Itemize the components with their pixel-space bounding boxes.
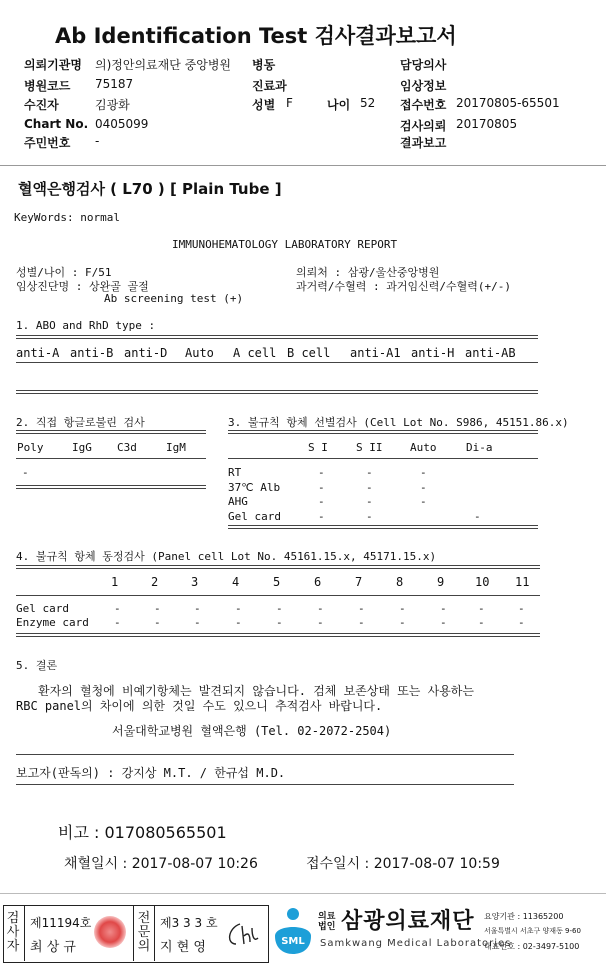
- sec1-header-cell: A cell: [233, 346, 277, 360]
- sec4-column-number: 10: [475, 575, 490, 589]
- sec4-column-number: 3: [191, 575, 199, 589]
- reporter-rule-bottom: [16, 784, 514, 785]
- conclusion-line-1: 환자의 혈청에 비예기항체는 발견되지 않습니다. 검체 보존상태 또는 사용하는: [38, 684, 474, 698]
- conclusion-line-2: RBC panel의 차이에 의한 것일 수도 있으니 추적검사 바랍니다.: [16, 699, 383, 713]
- clinical-info-label: 임상정보: [400, 79, 447, 93]
- sec4-row-value: -: [440, 602, 447, 615]
- sec1-header-cell: anti-H: [411, 346, 455, 360]
- sec1-rule-top: [16, 335, 538, 339]
- history-line: 과거력/수혈력 : 과거임신력/수혈력(+/-): [296, 280, 511, 293]
- sec4-row-value: -: [276, 602, 283, 615]
- receive-time: 접수일시 : 2017-08-07 10:59: [306, 856, 500, 872]
- org-eng-name: Samkwang Medical Laboratories: [320, 938, 512, 949]
- sec3-rule-top: [228, 430, 538, 434]
- sec3-row-label: Gel card: [228, 509, 281, 523]
- sec4-title: 4. 불규칙 항체 동정검사 (Panel cell Lot No. 45161.15.x, 45171.15.x): [16, 550, 437, 563]
- sec3-row-value: -: [318, 509, 325, 523]
- sec4-row-value: -: [235, 602, 242, 615]
- sec4-column-number: 2: [151, 575, 159, 589]
- sec3-rule-bottom: [228, 525, 538, 529]
- sec3-header-cell: S II: [356, 441, 383, 454]
- org-prefix: 의료법인: [318, 912, 336, 932]
- institution-value: 의)정안의료재단 중앙병원: [95, 58, 232, 72]
- department-label: 진료과: [252, 79, 287, 93]
- sec1-title: 1. ABO and RhD type :: [16, 319, 156, 332]
- sec3-row-label: AHG: [228, 495, 248, 508]
- lab-title: IMMUNOHEMATOLOGY LABORATORY REPORT: [172, 238, 398, 251]
- footer-divider: [0, 893, 606, 894]
- sec1-header-cell: anti-A: [16, 346, 60, 360]
- hospital-code-label: 병원코드: [24, 79, 71, 93]
- collect-time: 채혈일시 : 2017-08-07 10:26: [64, 856, 258, 872]
- sec4-rule-mid: [16, 595, 540, 596]
- sec2-header-cell: Poly: [17, 441, 44, 454]
- sec3-row-value: -: [366, 480, 373, 494]
- sec2-rule-top: [16, 430, 206, 434]
- sec4-column-number: 9: [437, 575, 445, 589]
- sec3-row-value: -: [366, 495, 373, 508]
- sec1-header-cell: anti-B: [70, 346, 114, 360]
- sex-value: F: [286, 96, 293, 110]
- sec1-rule-bottom: [16, 390, 538, 394]
- sec3-title: 3. 불규칙 항체 선별검사 (Cell Lot No. S986, 45151.86.x): [228, 416, 569, 429]
- doctor-label: 담당의사: [400, 58, 447, 72]
- institution-label: 의뢰기관명: [24, 58, 82, 72]
- specialist-name: 지 현 영: [160, 940, 206, 955]
- sec3-row-value: -: [474, 509, 481, 523]
- sec4-row-value: -: [114, 602, 121, 615]
- sec4-row-value: -: [154, 602, 161, 615]
- sec2-title: 2. 직접 항글로불린 검사: [16, 416, 145, 429]
- reception-value: 20170805-65501: [456, 96, 560, 110]
- sec1-header-cell: anti-D: [124, 346, 168, 360]
- remark: 비고 : 017080565501: [58, 823, 227, 842]
- sec3-rule-mid: [228, 458, 538, 459]
- examiner-label: 검사자: [6, 911, 20, 954]
- sec2-header-cell: C3d: [117, 441, 137, 454]
- sec4-row-value: -: [478, 602, 485, 615]
- chart-no-label: Chart No.: [24, 117, 89, 131]
- diagnosis-line: 임상진단명 : 상완골 골절: [16, 280, 149, 293]
- sec4-column-number: 7: [355, 575, 363, 589]
- sec5-title: 5. 결론: [16, 659, 58, 672]
- hospital-code-value: 75187: [95, 77, 134, 91]
- sec3-row-value: -: [318, 480, 325, 494]
- sec4-rule-top: [16, 565, 540, 569]
- header-divider: [0, 165, 606, 166]
- sec3-row-label: 37℃ Alb: [228, 480, 281, 494]
- resident-no-value: -: [95, 134, 100, 148]
- request-label: 검사의뢰: [400, 119, 447, 133]
- sec3-header-cell: S I: [308, 441, 328, 454]
- org-phone: 대표번호 : 02-3497-5100: [484, 942, 580, 951]
- sml-text: SML: [281, 936, 305, 947]
- sec3-row-value: -: [318, 495, 325, 508]
- sec4-column-number: 5: [273, 575, 281, 589]
- sec3-row-value: -: [420, 480, 427, 494]
- sec4-row-value: -: [276, 616, 283, 629]
- sec1-header-cell: anti-A1: [350, 346, 401, 360]
- sec4-row-value: -: [358, 602, 365, 615]
- institution-no: 요양기관 : 11365200: [484, 912, 564, 921]
- sec1-header-cell: B cell: [287, 346, 331, 360]
- requester-line: 의뢰처 : 삼광/울산중앙병원: [296, 266, 440, 279]
- request-value: 20170805: [456, 117, 518, 131]
- reception-label: 접수번호: [400, 98, 447, 112]
- sec4-row-value: -: [358, 616, 365, 629]
- sml-logo-icon: [271, 906, 313, 956]
- sec4-row-value: -: [440, 616, 447, 629]
- seal-stamp: [94, 916, 126, 948]
- report-title: Ab Identification Test 검사결과보고서: [55, 24, 457, 48]
- sig-div-1: [24, 905, 25, 961]
- examiner-no: 제11194호: [30, 916, 92, 930]
- sex-label: 성별: [252, 98, 276, 112]
- sec4-row-value: -: [194, 616, 201, 629]
- sec4-row-value: -: [518, 602, 525, 615]
- diagnosis-line-2: Ab screening test (+): [104, 292, 244, 305]
- sec4-rule-bottom: [16, 633, 540, 637]
- age-value: 52: [360, 96, 376, 110]
- reporter-rule-top: [16, 754, 514, 755]
- sec4-row-value: -: [317, 616, 324, 629]
- sec3-row-label: RT: [228, 466, 242, 479]
- specialist-no: 제3 3 3 호: [160, 916, 218, 930]
- sec3-row-value: -: [420, 466, 427, 479]
- sec4-column-number: 4: [232, 575, 240, 589]
- sec3-row-value: -: [420, 495, 427, 508]
- sec3-row-value: -: [318, 466, 325, 479]
- sec3-header-cell: Di-a: [466, 441, 493, 454]
- patient-label: 수진자: [24, 98, 59, 112]
- patient-value: 김광화: [95, 98, 130, 112]
- sec4-row-value: -: [154, 616, 161, 629]
- sex-age-line: 성별/나이 : F/51: [16, 266, 112, 279]
- sec3-header-cell: Auto: [410, 441, 437, 454]
- sec4-row-value: -: [235, 616, 242, 629]
- sec2-rule-bottom: [16, 485, 206, 489]
- sec4-column-number: 1: [111, 575, 119, 589]
- sec2-value: -: [22, 466, 29, 479]
- sec4-row-value: -: [518, 616, 525, 629]
- sec2-header-cell: IgG: [72, 441, 92, 454]
- keywords: KeyWords: normal: [14, 211, 120, 224]
- sig-div-3: [154, 905, 155, 961]
- sec1-rule-mid: [16, 362, 538, 363]
- section-title: 혈액은행검사 ( L70 ) [ Plain Tube ]: [18, 180, 282, 198]
- org-name: 삼광의료재단: [341, 909, 475, 934]
- sec3-row-value: -: [366, 466, 373, 479]
- specialist-label: 전문의: [137, 911, 151, 954]
- result-report-label: 결과보고: [400, 136, 447, 150]
- age-label: 나이: [327, 98, 351, 112]
- sec4-row-value: -: [478, 616, 485, 629]
- sec4-row-value: -: [399, 616, 406, 629]
- sec2-rule-mid: [16, 458, 206, 459]
- sec4-row-value: -: [317, 602, 324, 615]
- sec4-column-number: 6: [314, 575, 322, 589]
- chart-no-value: 0405099: [95, 117, 149, 131]
- sec4-row-value: -: [114, 616, 121, 629]
- reporter-line: 보고자(판독의) : 강지상 M.T. / 한규섭 M.D.: [16, 766, 286, 780]
- sec4-row-label: Gel card: [16, 602, 69, 615]
- examiner-name: 최 상 규: [30, 940, 76, 955]
- signature-image: [222, 918, 260, 950]
- org-address: 서울특별시 서초구 양재동 9-60: [484, 927, 581, 935]
- sec1-header-cell: anti-AB: [465, 346, 516, 360]
- sec4-row-value: -: [399, 602, 406, 615]
- sec3-row-value: -: [366, 509, 373, 523]
- sig-div-2: [133, 905, 134, 961]
- sec1-header-cell: Auto: [185, 346, 214, 360]
- sec4-row-value: -: [194, 602, 201, 615]
- sec4-row-label: Enzyme card: [16, 616, 89, 629]
- sec2-header-cell: IgM: [166, 441, 186, 454]
- resident-no-label: 주민번호: [24, 136, 71, 150]
- ward-label: 병동: [252, 58, 276, 72]
- hospital-line: 서울대학교병원 혈액은행 (Tel. 02-2072-2504): [112, 724, 392, 738]
- sec4-column-number: 11: [515, 575, 530, 589]
- sec4-column-number: 8: [396, 575, 404, 589]
